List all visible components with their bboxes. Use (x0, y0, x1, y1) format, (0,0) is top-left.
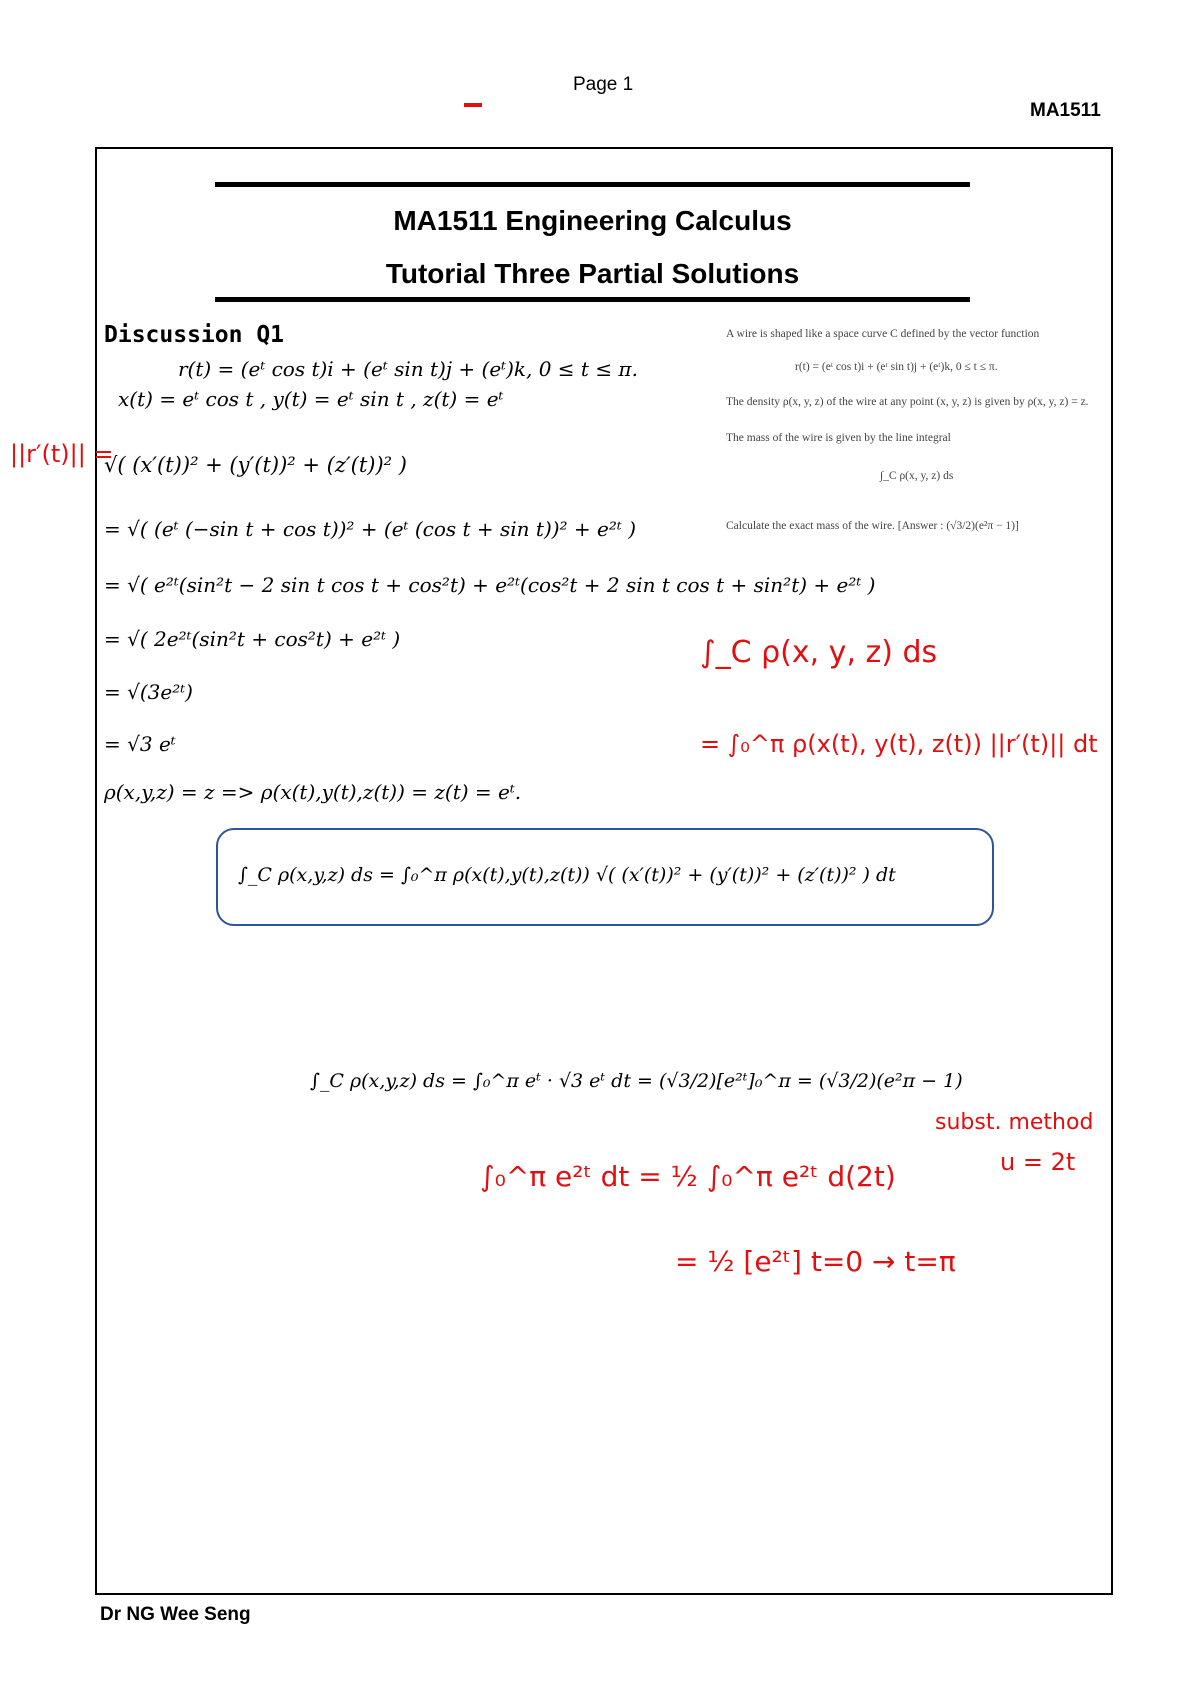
step-1: = √( (eᵗ (−sin t + cos t))² + (eᵗ (cos t + sin t))² + e²ᵗ ) (104, 517, 636, 541)
red-mark (464, 103, 482, 107)
title-rule-bottom (215, 297, 970, 302)
question-line-2: r(t) = (eᵗ cos t)i + (eᵗ sin t)j + (eᵗ)k, 0 ≤ t ≤ π. (795, 361, 998, 373)
vector-function: r(t) = (eᵗ cos t)i + (eᵗ sin t)j + (eᵗ)k, 0 ≤ t ≤ π. (178, 357, 638, 381)
handwritten-sub-integral: ∫₀^π e²ᵗ dt = ½ ∫₀^π e²ᵗ d(2t) (480, 1160, 896, 1193)
step-2: = √( e²ᵗ(sin²t − 2 sin t cos t + cos²t) + e²ᵗ(cos²t + 2 sin t cos t + sin²t) + e²ᵗ ) (104, 573, 876, 597)
course-code: MA1511 (1030, 100, 1101, 121)
handwritten-subst-note: subst. method (935, 1110, 1094, 1135)
handwritten-integral-ds: ∫_C ρ(x, y, z) ds (700, 635, 938, 670)
question-line-6: Calculate the exact mass of the wire. [Answer : (√3/2)(e²π − 1)] (726, 520, 1019, 532)
step-5: = √3 eᵗ (104, 732, 176, 756)
boxed-formula: ∫_C ρ(x,y,z) ds = ∫₀^π ρ(x(t),y(t),z(t)) √( (x′(t))² + (y′(t))² + (z′(t))² ) dt (238, 864, 896, 886)
result-line: ∫_C ρ(x,y,z) ds = ∫₀^π eᵗ · √3 eᵗ dt = (√3/2)[e²ᵗ]₀^π = (√3/2)(e²π − 1) (310, 1070, 963, 1092)
component-functions: x(t) = eᵗ cos t , y(t) = eᵗ sin t , z(t) = eᵗ (118, 387, 504, 411)
question-line-1: A wire is shaped like a space curve C defined by the vector function (726, 328, 1040, 340)
handwritten-integral-dt: = ∫₀^π ρ(x(t), y(t), z(t)) ||r′(t)|| dt (700, 730, 1098, 758)
title-line-2: Tutorial Three Partial Solutions (385, 258, 800, 289)
discussion-heading: Discussion Q1 (104, 322, 285, 348)
question-line-3: The density ρ(x, y, z) of the wire at any point (x, y, z) is given by ρ(x, y, z) = z. (726, 396, 1089, 408)
author-footer: Dr NG Wee Seng (100, 1604, 251, 1625)
handwritten-norm-label: ||r′(t)|| = (10, 440, 114, 468)
page-label: Page 1 (573, 74, 634, 95)
title-rule-top (215, 182, 970, 187)
density-line: ρ(x,y,z) = z => ρ(x(t),y(t),z(t)) = z(t) = eᵗ. (104, 780, 522, 804)
question-line-4: The mass of the wire is given by the line integral (726, 432, 951, 444)
step-4: = √(3e²ᵗ) (104, 680, 193, 704)
question-line-5: ∫_C ρ(x, y, z) ds (880, 470, 954, 482)
handwritten-u-sub: u = 2t (1000, 1148, 1076, 1176)
step-3: = √( 2e²ᵗ(sin²t + cos²t) + e²ᵗ ) (104, 627, 401, 651)
handwritten-sub-result: = ½ [e²ᵗ] t=0 → t=π (675, 1245, 956, 1278)
speed-expression: √( (x′(t))² + (y′(t))² + (z′(t))² ) (104, 453, 407, 477)
title-line-1: MA1511 Engineering Calculus (393, 205, 792, 236)
